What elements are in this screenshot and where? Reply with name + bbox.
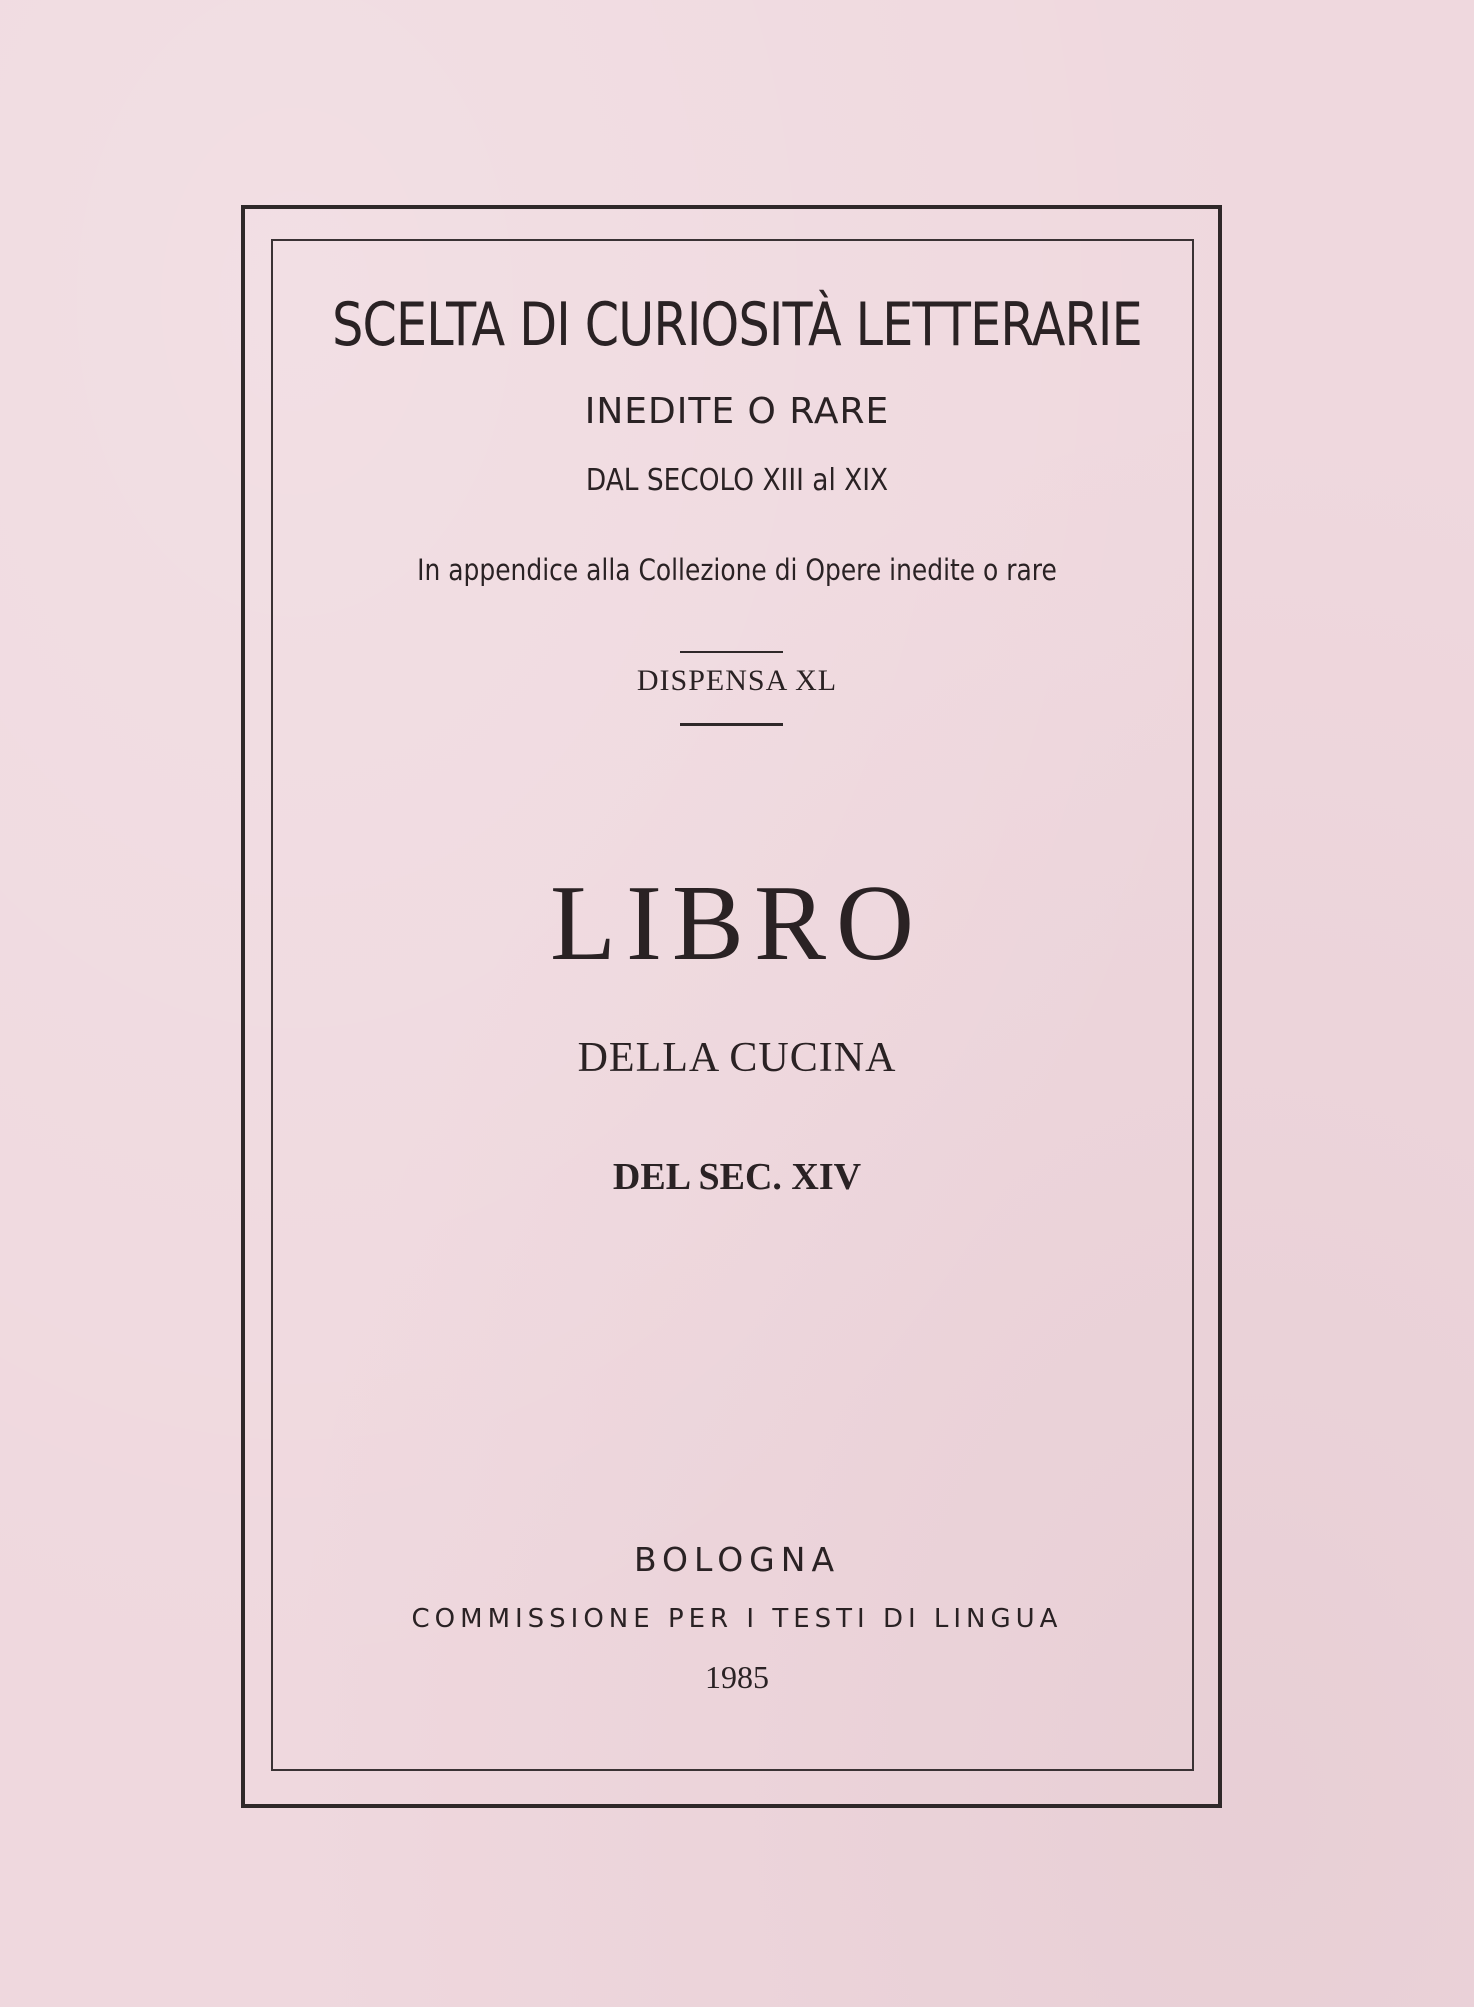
book-subtitle: DELLA CUCINA (577, 1035, 897, 1081)
divider-rule-bottom (680, 723, 783, 726)
series-title: SCELTA DI CURIOSITÀ LETTERARIE (332, 290, 1142, 360)
series-period: DAL SECOLO XIII al XIX (585, 463, 889, 498)
appendix-note: In appendice alla Collezione di Opere inedite o rare (417, 553, 1057, 587)
book-century: DEL SEC. XIV (612, 1156, 862, 1198)
dispensa-number: DISPENSA XL (636, 664, 838, 697)
publication-year: 1985 (705, 1659, 769, 1695)
book-title: LIBRO (550, 864, 924, 983)
publication-city: BOLOGNA (633, 1540, 841, 1579)
series-subtitle: INEDITE O RARE (584, 391, 890, 432)
publisher-name: COMMISSIONE PER I TESTI DI LINGUA (411, 1604, 1063, 1634)
divider-rule-top (680, 651, 783, 653)
